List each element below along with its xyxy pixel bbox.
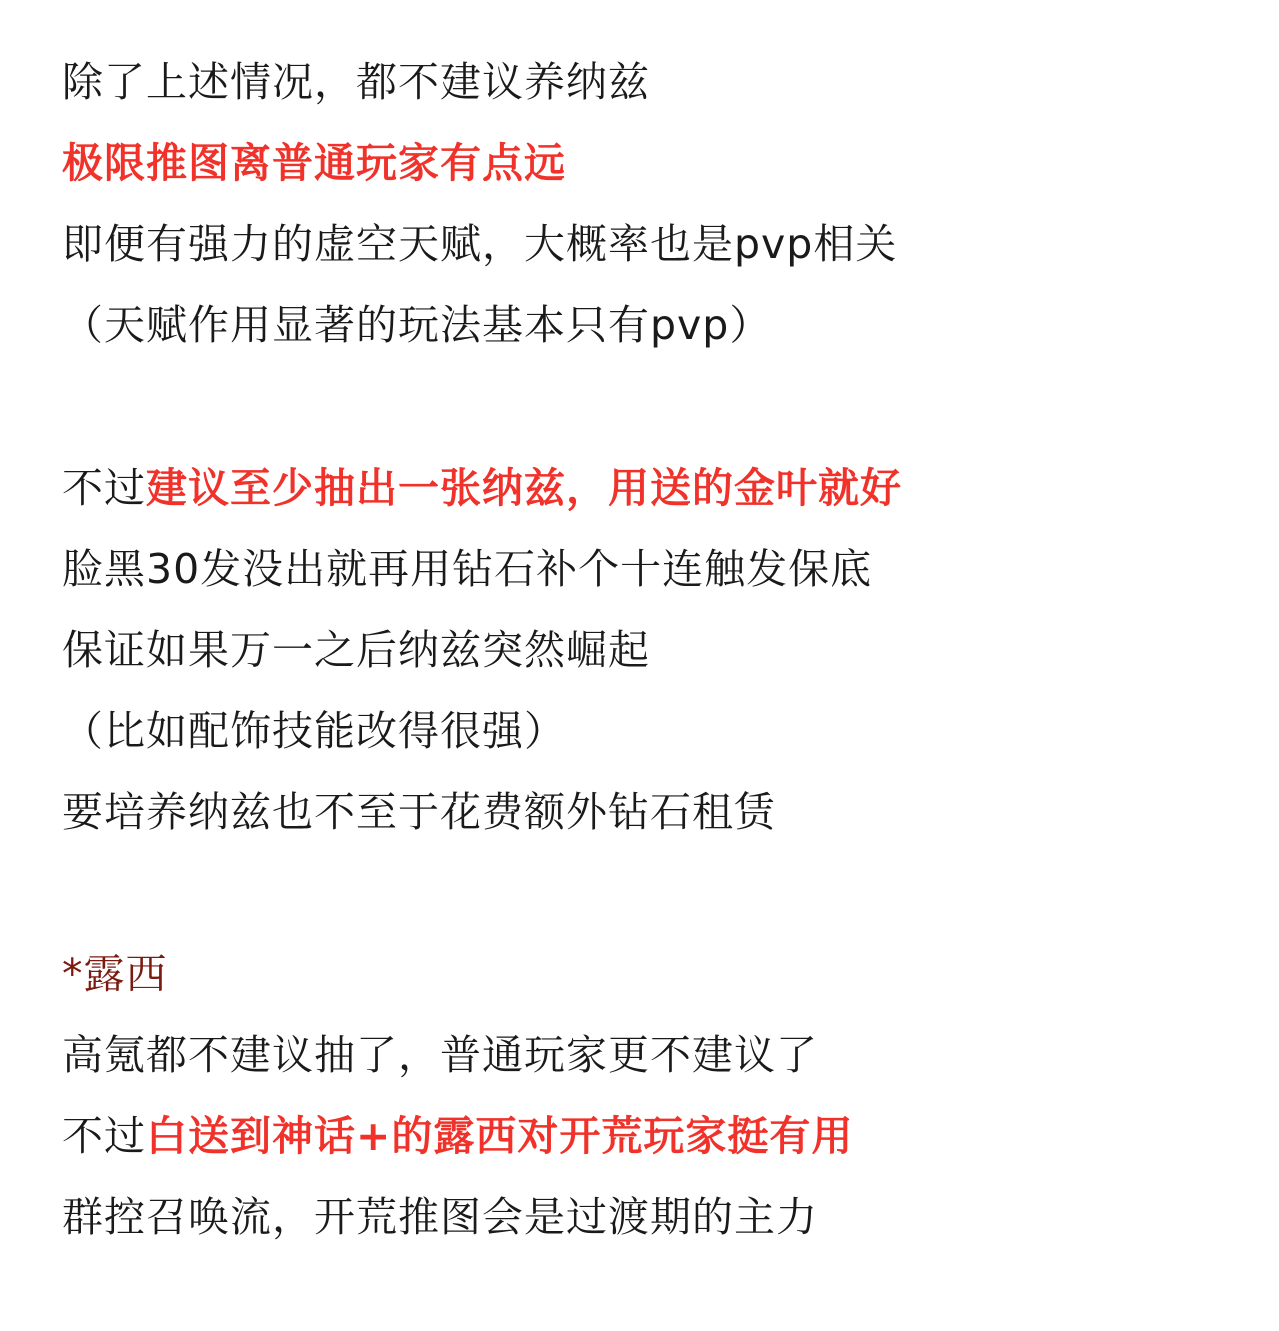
text-line-9: 要培养纳兹也不至于花费额外钻石租赁: [62, 788, 776, 836]
mixed-line-5: [62, 460, 902, 516]
line-prefix: 不过: [62, 464, 146, 512]
text-line-8: （比如配饰技能改得很强）: [62, 707, 566, 755]
text-line-7: 保证如果万一之后纳兹突然崛起: [62, 626, 650, 674]
section-heading: *露西: [62, 950, 168, 998]
text-line-3: 即便有强力的虚空天赋，大概率也是pvp相关: [62, 220, 898, 268]
mixed-line-12: [62, 1108, 853, 1164]
line-highlight: 建议至少抽出一张纳兹，用送的金叶就好: [146, 464, 902, 512]
text-line-4: （天赋作用显著的玩法基本只有pvp）: [62, 301, 772, 349]
text-line-11: 高氪都不建议抽了，普通玩家更不建议了: [62, 1031, 818, 1079]
line-highlight: 白送到神话+的露西对开荒玩家挺有用: [146, 1112, 854, 1160]
text-line-1: 除了上述情况，都不建议养纳兹: [62, 58, 650, 106]
highlight-line-1: 极限推图离普通玩家有点远: [62, 139, 566, 187]
text-line-6: 脸黑30发没出就再用钻石补个十连触发保底: [62, 545, 873, 593]
text-line-13: 群控召唤流，开荒推图会是过渡期的主力: [62, 1193, 818, 1241]
line-prefix: 不过: [62, 1112, 146, 1160]
